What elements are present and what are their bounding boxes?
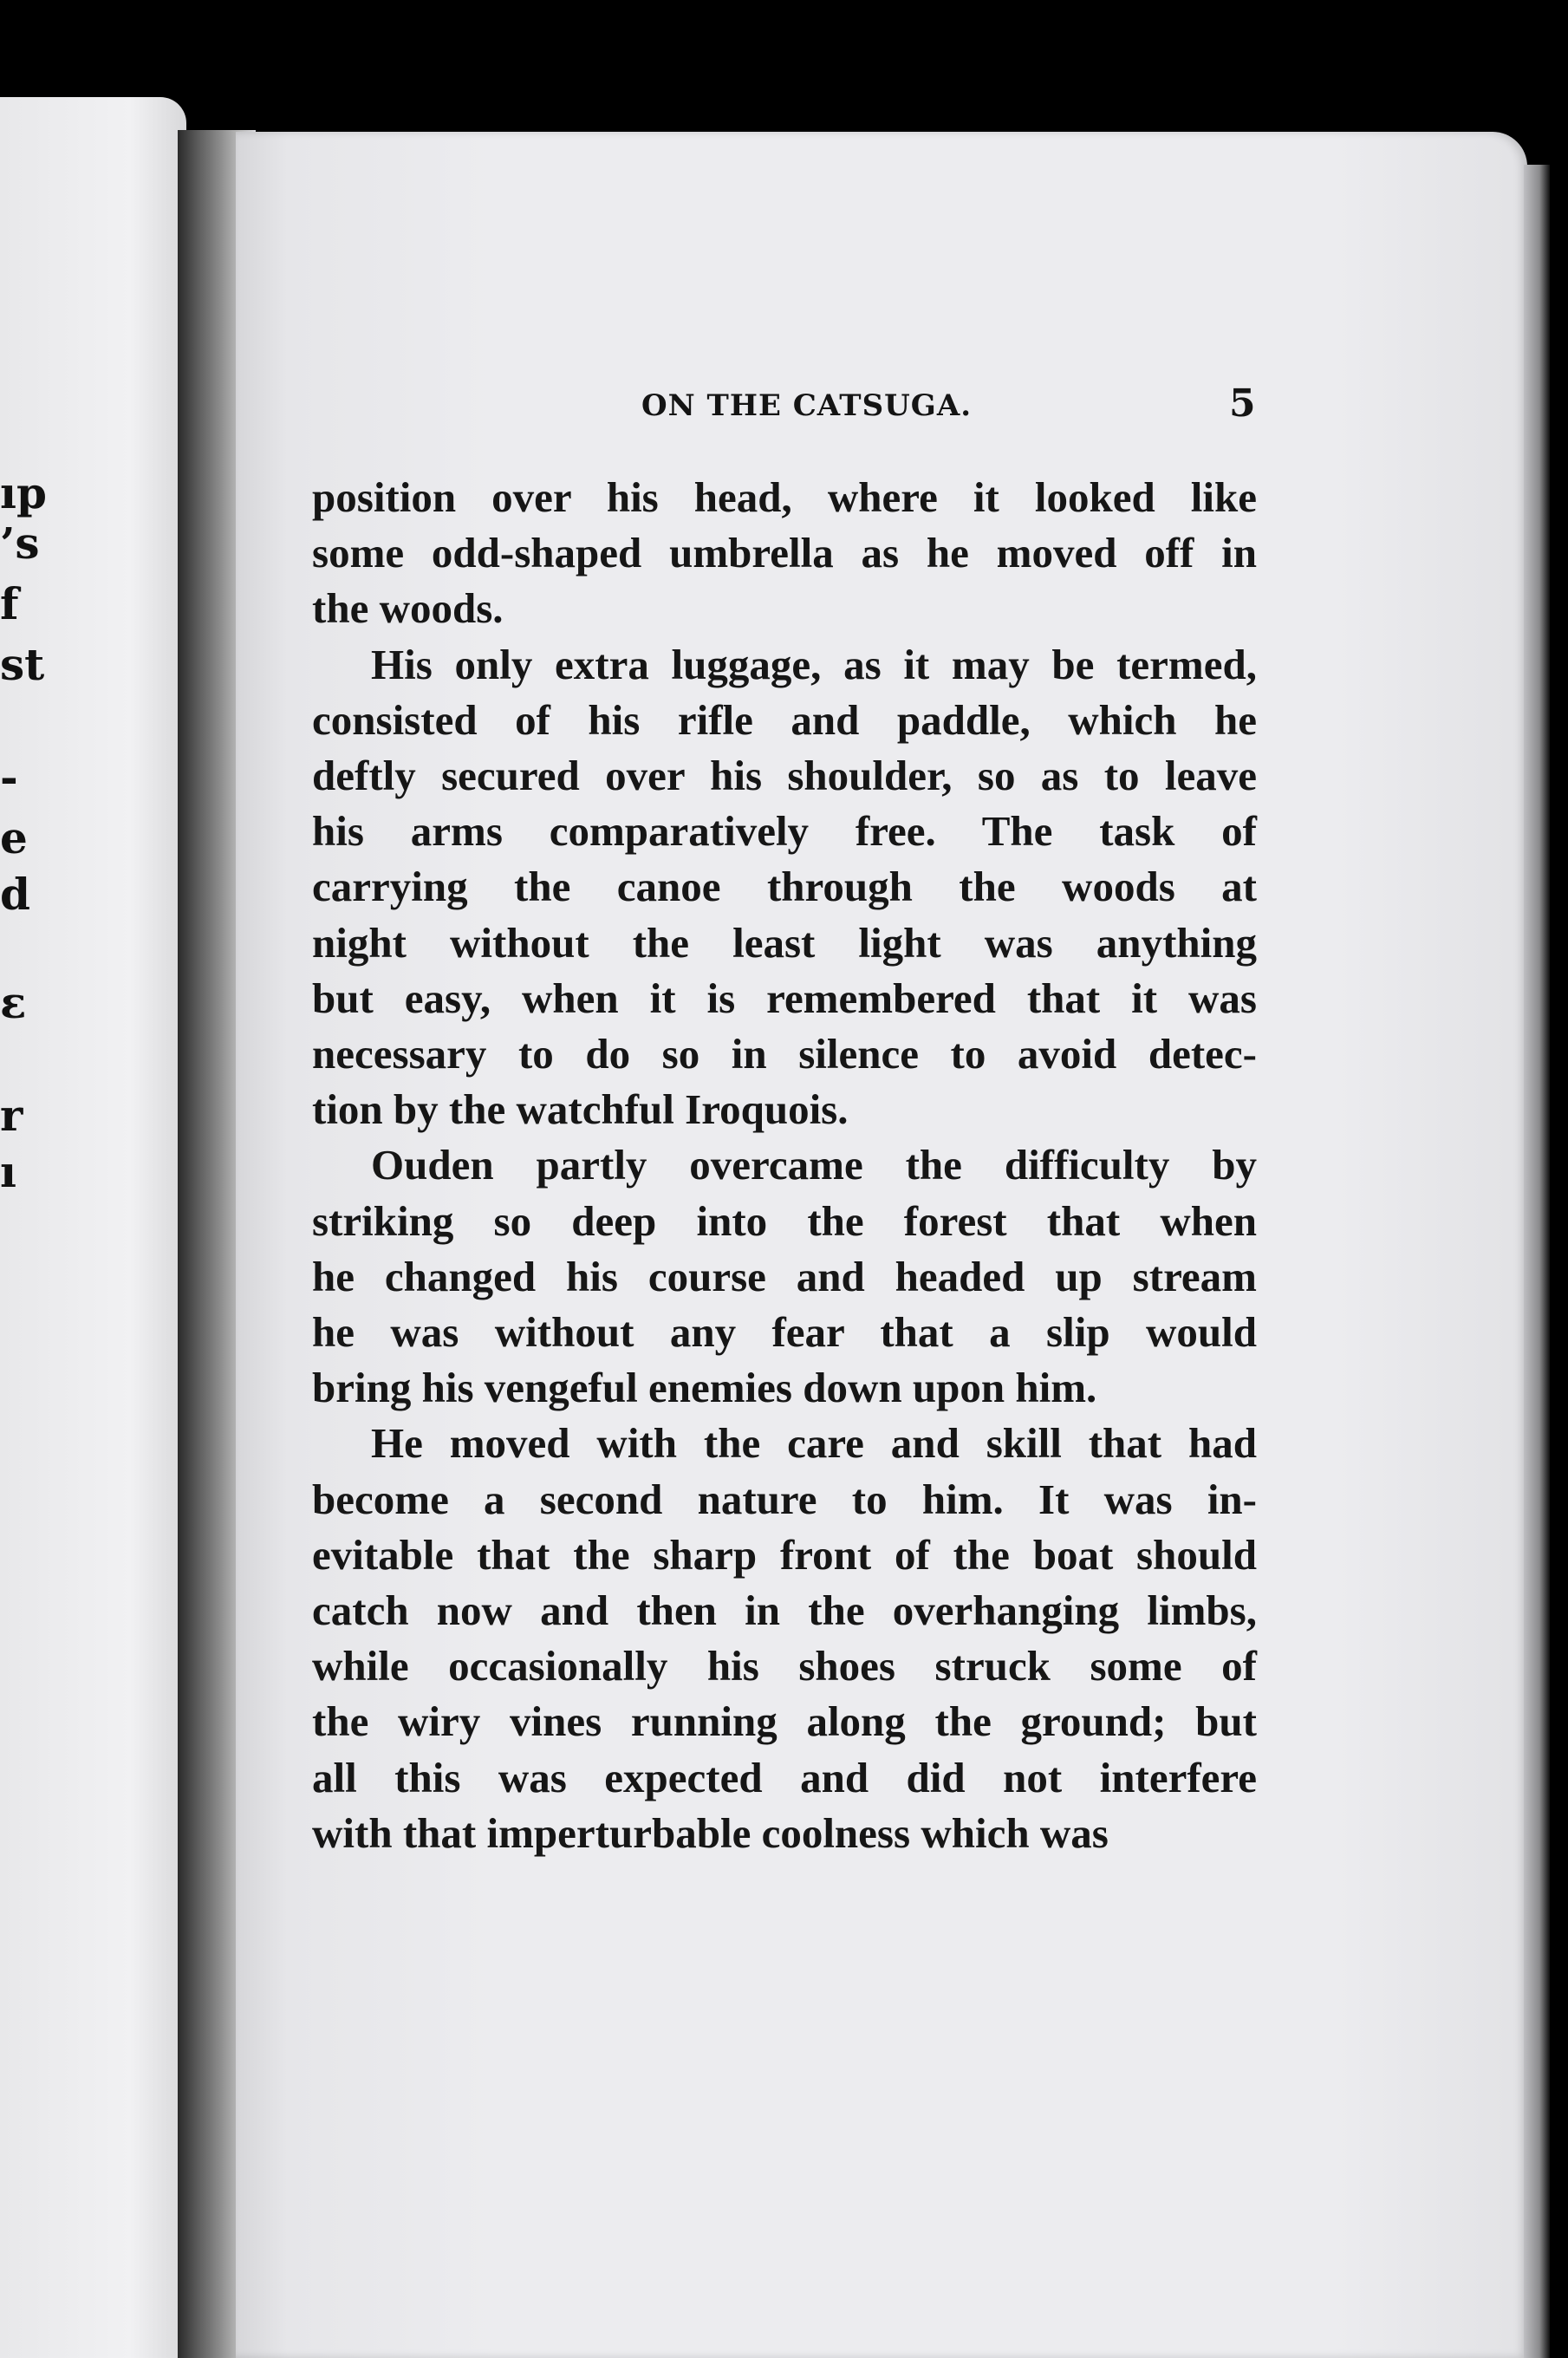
text-line: become a second nature to him. It was in-	[312, 1475, 1257, 1523]
page-number: 5	[1229, 381, 1256, 426]
text-line: night without the least light was anything	[312, 918, 1257, 967]
text-line: the wiry vines running along the ground; but	[312, 1697, 1257, 1746]
text-line: but easy, when it is remembered that it was	[312, 974, 1257, 1022]
text-line: position over his head, where it looked like	[312, 473, 1257, 521]
left-page-fragment: f	[0, 578, 19, 629]
text-line: with that imperturbable coolness which was	[312, 1808, 1109, 1857]
text-line: bring his vengeful enemies down upon him.	[312, 1364, 1097, 1412]
text-line: consisted of his rifle and paddle, which he	[312, 695, 1257, 744]
text-line: while occasionally his shoes struck some of	[312, 1642, 1257, 1690]
text-line: striking so deep into the forest that when	[312, 1196, 1257, 1245]
text-line: he was without any fear that a slip would	[312, 1308, 1257, 1357]
left-page-fragment: ıp	[0, 467, 47, 518]
text-line: He moved with the care and skill that had	[371, 1419, 1257, 1468]
text-line: some odd-shaped umbrella as he moved off in	[312, 529, 1257, 577]
text-line: the woods.	[312, 584, 504, 633]
text-line: carrying the canoe through the woods at	[312, 863, 1257, 911]
left-page-fragment: st	[0, 639, 45, 690]
left-page-fragment: d	[0, 869, 30, 920]
running-head: ON THE CATSUGA.	[641, 388, 973, 423]
text-line: he changed his course and headed up stream	[312, 1252, 1257, 1300]
scan-dust	[936, 95, 1144, 109]
left-page-fragment: r	[0, 1090, 23, 1141]
left-page-fragment: ı	[0, 1146, 16, 1197]
text-line: his arms comparatively free. The task of	[312, 807, 1257, 856]
page-edge-shadow	[1524, 165, 1550, 2358]
text-line: tion by the watchful Iroquois.	[312, 1085, 849, 1134]
text-line: His only extra luggage, as it may be termed,	[371, 640, 1257, 688]
left-page-fragment: -	[0, 752, 18, 803]
left-page-fragment: ’s	[0, 518, 40, 569]
text-line: all this was expected and did not interfere	[312, 1753, 1257, 1801]
body-text	[312, 470, 1257, 1861]
text-line: necessary to do so in silence to avoid detec-	[312, 1030, 1257, 1078]
left-page-edge	[0, 97, 186, 2358]
scan-dust	[468, 9, 520, 28]
text-line: catch now and then in the overhanging limbs,	[312, 1586, 1257, 1635]
left-page-fragment: ε	[0, 977, 27, 1028]
left-page-fragment: e	[0, 812, 28, 863]
text-line: evitable that the sharp front of the boat should	[312, 1530, 1257, 1579]
text-line: Ouden partly overcame the difficulty by	[371, 1141, 1257, 1189]
text-line: deftly secured over his shoulder, so as to leave	[312, 752, 1257, 800]
